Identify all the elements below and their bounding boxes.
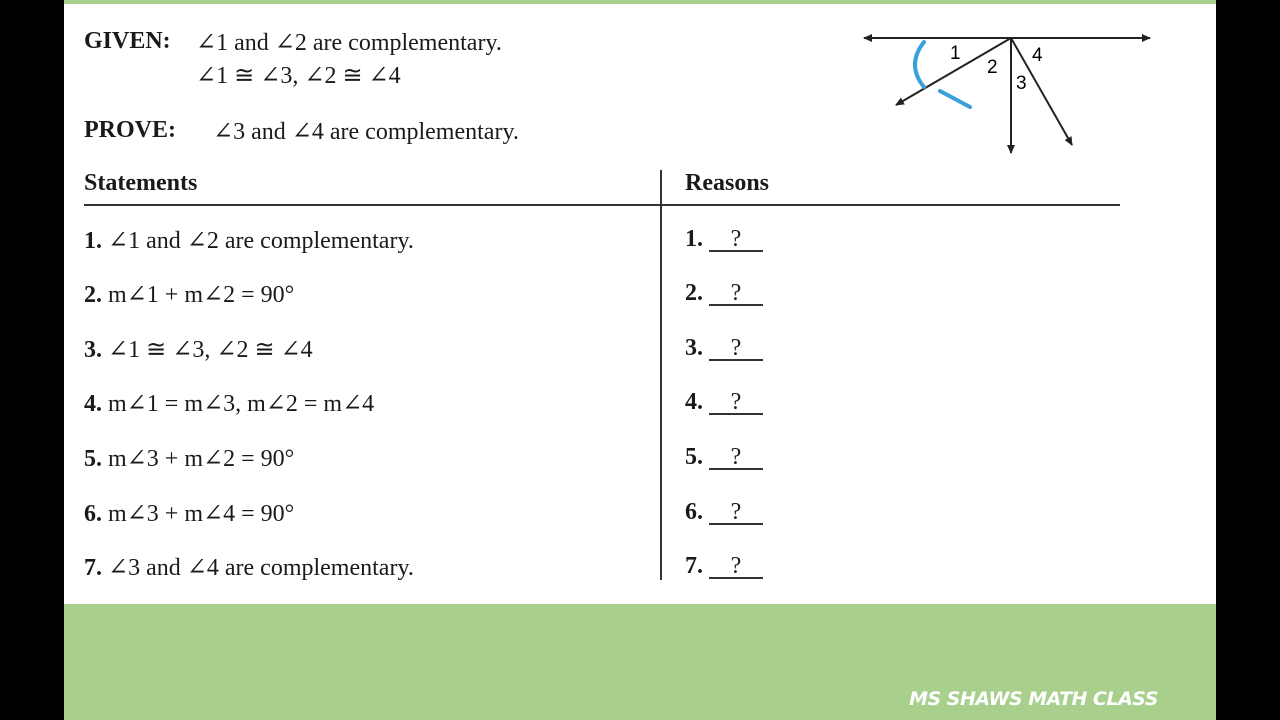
reason-row: 6. ? <box>685 499 763 526</box>
statement-row: 1. ∠1 and ∠2 are complementary. <box>84 228 414 254</box>
reason-blank: ? <box>709 282 763 306</box>
statement-row: 7. ∠3 and ∠4 are complementary. <box>84 555 414 581</box>
given-statement-1: ∠1 and ∠2 are complementary. <box>196 30 502 56</box>
prove-statement: ∠3 and ∠4 are complementary. <box>213 119 519 145</box>
reason-blank: ? <box>709 337 763 361</box>
angle-label-1: 1 <box>950 43 961 64</box>
reason-blank: ? <box>709 228 763 252</box>
statement-row: 3. ∠1 ≅ ∠3, ∠2 ≅ ∠4 <box>84 337 313 363</box>
reason-row: 7. ? <box>685 553 763 580</box>
reason-blank: ? <box>709 391 763 415</box>
reason-row: 1. ? <box>685 226 763 253</box>
table-header-rule <box>84 204 1120 206</box>
statement-row: 2. m∠1 + m∠2 = 90° <box>84 282 295 308</box>
highlight-mark <box>940 91 970 107</box>
angle-label-4: 4 <box>1032 45 1043 66</box>
statement-row: 5. m∠3 + m∠2 = 90° <box>84 446 295 472</box>
reasons-header: Reasons <box>685 170 770 196</box>
angle-label-3: 3 <box>1016 73 1027 94</box>
worksheet-page <box>64 0 1216 720</box>
reason-blank: ? <box>709 501 763 525</box>
footer-band <box>64 604 1216 720</box>
angle-diagram <box>854 25 1154 165</box>
watermark: MS SHAWS MATH CLASS <box>909 688 1158 710</box>
angle-label-2: 2 <box>987 57 998 78</box>
reason-row: 5. ? <box>685 444 763 471</box>
top-stripe <box>64 0 1216 4</box>
statement-row: 4. m∠1 = m∠3, m∠2 = m∠4 <box>84 391 375 417</box>
given-label: GIVEN: <box>84 28 171 54</box>
table-column-divider <box>660 170 662 580</box>
prove-label: PROVE: <box>84 117 176 143</box>
reason-blank: ? <box>709 555 763 579</box>
highlight-arc <box>915 42 924 87</box>
statements-header: Statements <box>84 170 198 196</box>
reason-row: 2. ? <box>685 280 763 307</box>
reason-row: 4. ? <box>685 389 763 416</box>
statement-row: 6. m∠3 + m∠4 = 90° <box>84 501 295 527</box>
reason-blank: ? <box>709 446 763 470</box>
reason-row: 3. ? <box>685 335 763 362</box>
given-statement-2: ∠1 ≅ ∠3, ∠2 ≅ ∠4 <box>196 63 401 89</box>
